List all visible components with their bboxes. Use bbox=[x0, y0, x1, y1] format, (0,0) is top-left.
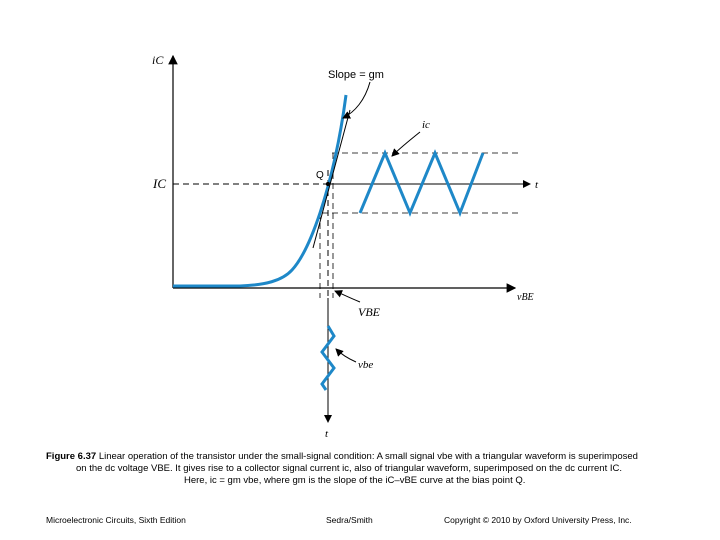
ic-waveform bbox=[360, 153, 483, 213]
time-axis-label-right: t bbox=[535, 179, 539, 191]
q-point-label: Q bbox=[316, 170, 324, 181]
footer-authors: Sedra/Smith bbox=[326, 515, 373, 525]
axis-x-label: vBE bbox=[517, 292, 534, 303]
ic-pointer bbox=[392, 132, 420, 156]
footer-book-title: Microelectronic Circuits, Sixth Edition bbox=[46, 515, 186, 525]
caption-line-1 bbox=[46, 451, 686, 463]
figure-caption bbox=[46, 451, 686, 487]
caption-line1-text: Linear operation of the transistor under the small-signal condition: A small signal vbe with a triangular waveform is superimposed bbox=[98, 451, 638, 462]
time-axis-label-bottom: t bbox=[325, 428, 329, 440]
ic-signal-label: ic bbox=[422, 119, 430, 131]
caption-line-3: Here, ic = gm vbe, where gm is the slope of the iC–vBE curve at the bias point Q. bbox=[184, 475, 526, 486]
quiescent-current-label: IC bbox=[153, 176, 166, 191]
slope-pointer bbox=[343, 82, 370, 118]
axis-y-label: iC bbox=[152, 53, 164, 67]
caption-line-2: on the dc voltage VBE. It gives rise to a collector signal current ic, also of triangular waveform, superimposed on the dc current IC. bbox=[76, 463, 622, 474]
vbe-signal-label: vbe bbox=[358, 359, 374, 371]
q-point bbox=[326, 182, 330, 186]
vbe-bias-pointer bbox=[335, 291, 360, 302]
footer-copyright: Copyright © 2010 by Oxford University Press, Inc. bbox=[444, 515, 632, 525]
figure-label: Figure 6.37 bbox=[46, 451, 97, 462]
slope-label: Slope = gm bbox=[328, 69, 384, 81]
bias-voltage-label: VBE bbox=[358, 305, 380, 319]
vbe-signal-pointer bbox=[336, 349, 356, 362]
